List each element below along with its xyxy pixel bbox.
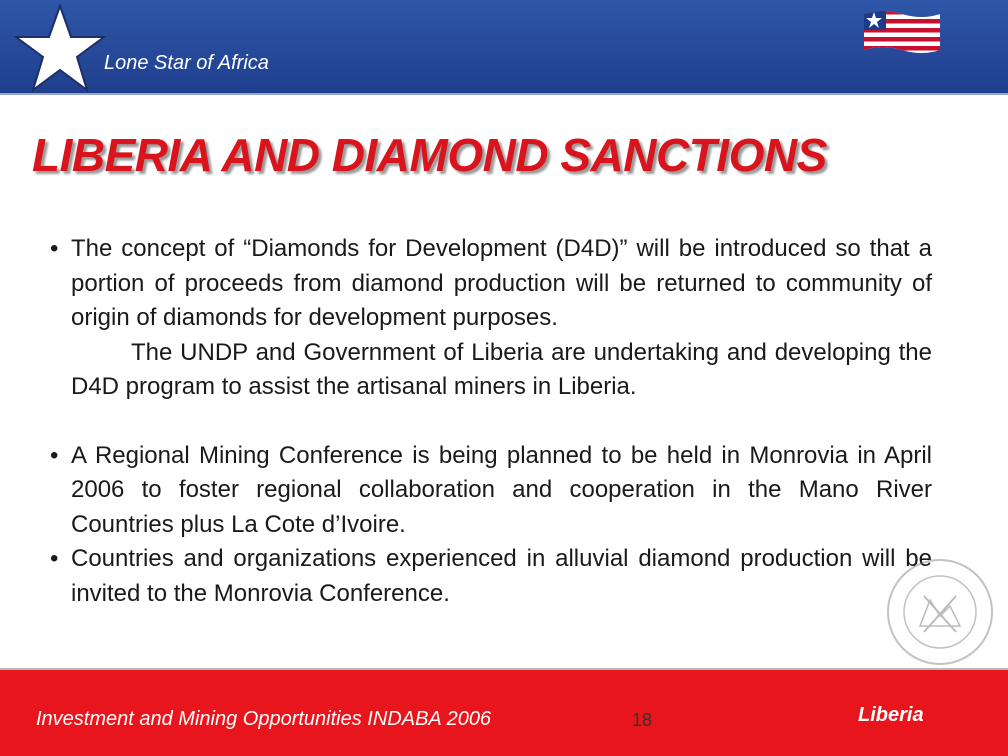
slide-body [50, 232, 932, 611]
footer-event-text: Investment and Mining Opportunities INDABA 2006 [36, 708, 492, 730]
page-number: 18 [632, 710, 653, 730]
bullet-item [50, 232, 932, 336]
white-star-icon [12, 4, 108, 94]
bullet-symbol: • [50, 235, 59, 262]
bullet-subparagraph: The UNDP and Government of Liberia are undertaking and developing the D4D program to assist the artisanal miners in Liberia. [71, 338, 932, 400]
bullet-text: A Regional Mining Conference is being planned to be held in Monrovia in April 2006 to foster regional collaboration and cooperation in the Mano River Countries plus La Cote d’Ivoire. [71, 441, 932, 538]
bullet-symbol: • [50, 545, 59, 572]
bullet-text: Countries and organizations experienced in alluvial diamond production will be invited to the Monrovia Conference. [71, 545, 932, 607]
bullet-symbol: • [50, 441, 59, 469]
liberia-flag-icon [862, 8, 942, 56]
bullet-item [50, 542, 932, 611]
slide-title: LIBERIA AND DIAMOND SANCTIONS [32, 129, 827, 181]
bullet-text: The concept of “Diamonds for Development (D4D)” will be introduced so that a portion of proceeds from diamond production will be returned to community of origin of diamonds for development purposes. [71, 235, 932, 331]
footer-country-label: Liberia [858, 704, 924, 726]
header-tagline: Lone Star of Africa [104, 52, 269, 74]
bullet-item [50, 439, 932, 543]
header-banner [0, 0, 1008, 95]
footer-divider [0, 668, 1008, 670]
republic-of-liberia-seal-icon [880, 556, 1000, 668]
